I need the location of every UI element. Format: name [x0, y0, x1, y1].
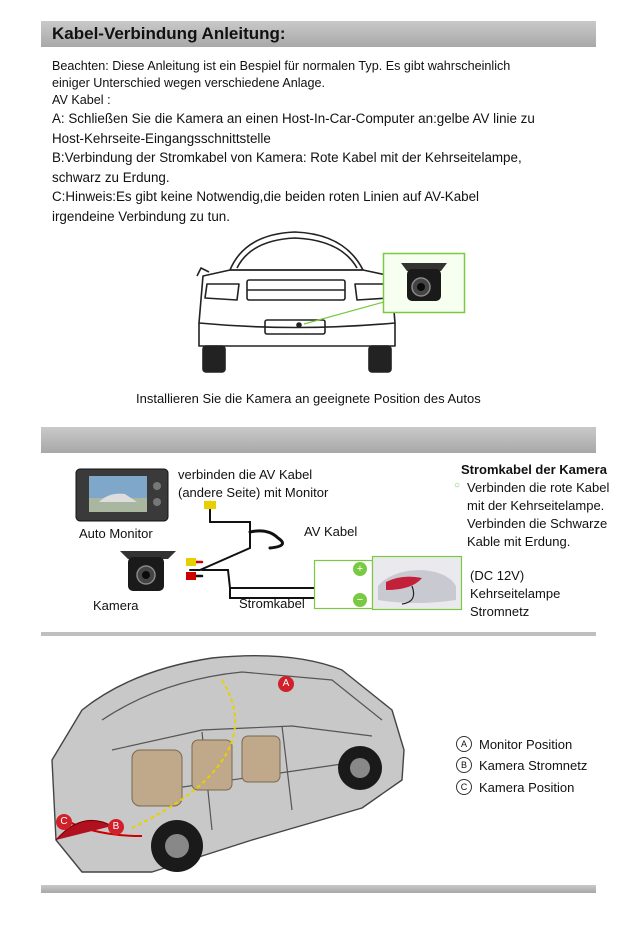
section-bar — [41, 427, 596, 453]
legend-label: Kamera Stromnetz — [479, 757, 588, 773]
intro-line: Beachten: Diese Anleitung ist ein Bespiel für normalen Typ. Es gibt wahrscheinlich — [52, 59, 511, 73]
camera-label: Kamera — [93, 598, 139, 613]
camera-icon — [112, 545, 184, 597]
legend-badge: C — [456, 779, 472, 795]
figure-caption: Installieren Sie die Kamera an geeignete Position des Autos — [136, 391, 481, 406]
av-instruction-line: (andere Seite) mit Monitor — [178, 485, 329, 500]
av-instruction — [178, 466, 328, 502]
power-line: Verbinden die rote Kabel — [467, 480, 610, 495]
page-title: Kabel-Verbindung Anleitung: — [52, 24, 286, 43]
marker-b: B — [108, 819, 124, 835]
intro-text — [52, 58, 597, 226]
lamp-label: Kehrseitelampe — [470, 586, 561, 601]
camera-inset — [383, 253, 465, 313]
marker-c: C — [56, 814, 72, 830]
marker-a: A — [278, 676, 294, 692]
legend-item — [456, 757, 587, 773]
intro-line: C:Hinweis:Es gibt keine Notwendig,die beiden roten Linien auf AV-Kabel — [52, 189, 480, 204]
power-line: Kable mit Erdung. — [467, 534, 571, 549]
dc-label: (DC 12V) — [470, 568, 525, 583]
legend-item — [456, 736, 572, 752]
tail-lamp-image — [372, 556, 462, 610]
footer-bar — [41, 885, 596, 893]
power-section-title: Stromkabel der Kamera — [461, 462, 607, 477]
av-instruction-line: verbinden die AV Kabel — [178, 467, 313, 482]
power-line: mit der Kehrseitelampe. — [467, 498, 605, 513]
intro-line: B:Verbindung der Stromkabel von Kamera: Rote Kabel mit der Kehrseitelampe, — [52, 150, 522, 165]
legend-item — [456, 779, 574, 795]
camera-pointer-line — [300, 300, 390, 330]
car-cutaway-illustration — [42, 640, 412, 880]
intro-line: A: Schließen Sie die Kamera an einen Host-In-Car-Computer an:gelbe AV linie zu — [52, 111, 535, 126]
intro-line: Host-Kehrseite-Eingangsschnittstelle — [52, 130, 271, 146]
stromnetz-label: Stromnetz — [470, 604, 530, 619]
intro-line: AV Kabel : — [52, 93, 111, 107]
legend-label: Monitor Position — [479, 736, 573, 752]
intro-line: irgendeine Verbindung zu tun. — [52, 208, 230, 224]
legend-label: Kamera Position — [479, 779, 575, 795]
auto-monitor-label: Auto Monitor — [79, 526, 153, 541]
legend-badge: A — [456, 736, 472, 752]
power-cable-label: Stromkabel — [239, 596, 305, 611]
intro-line: einiger Unterschied wegen verschiedene Anlage. — [52, 76, 326, 90]
av-cable-label: AV Kabel — [304, 524, 358, 539]
plus-terminal: + — [353, 562, 367, 576]
power-line: Verbinden die Schwarze — [467, 516, 608, 531]
divider — [41, 632, 596, 636]
bullet-icon: ○ — [454, 480, 461, 491]
lamp-power-labels — [470, 567, 560, 621]
minus-terminal: − — [353, 593, 367, 607]
power-instructions — [467, 479, 609, 551]
legend-badge: B — [456, 757, 472, 773]
intro-line: schwarz zu Erdung. — [52, 169, 170, 185]
